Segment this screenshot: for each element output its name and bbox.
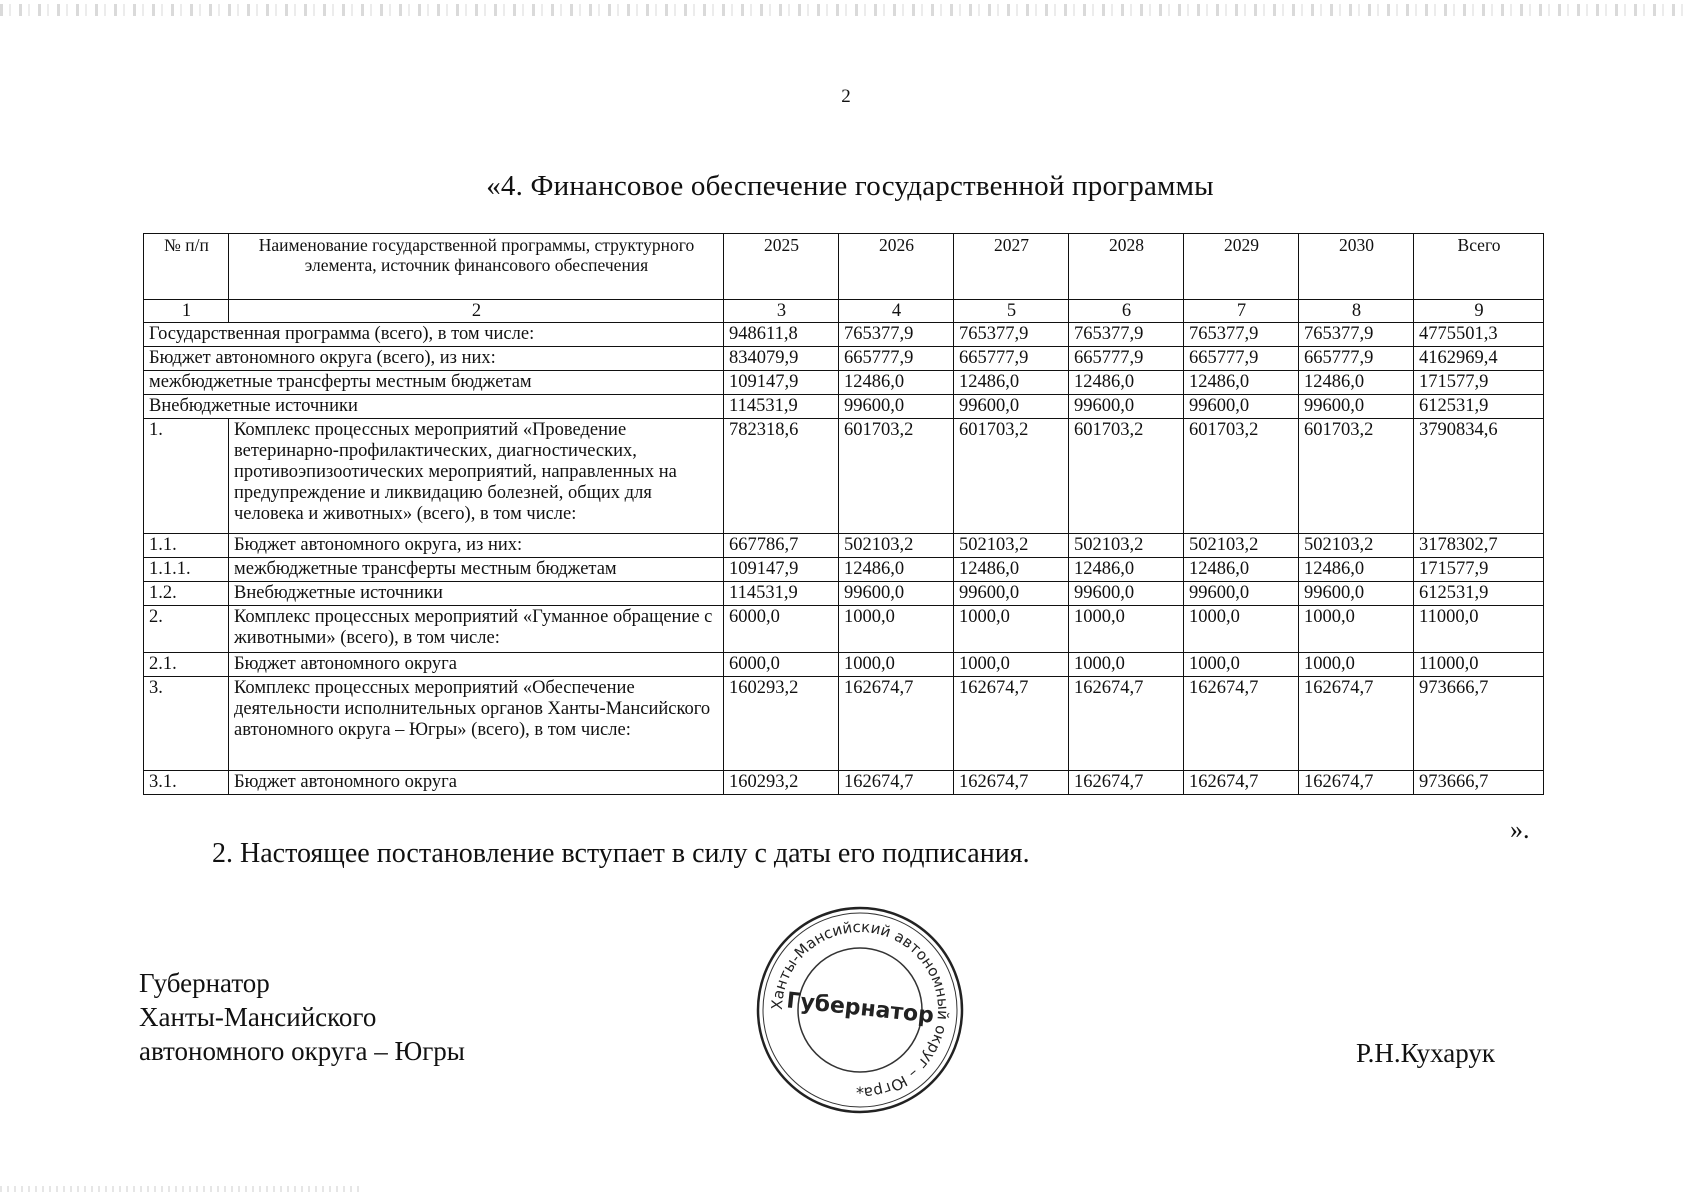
cell-total: 171577,9	[1414, 558, 1544, 582]
summary-label: межбюджетные трансферты местным бюджетам	[144, 371, 724, 395]
row-name: Комплекс процессных мероприятий «Проведение ветеринарно-профилактических, диагностических, противоэпизоотических мероприятий, направленных на предупреждение и ликвидацию болезней, общих для человека и животных» (всего), в том числе:	[229, 419, 724, 534]
cell-total: 171577,9	[1414, 371, 1544, 395]
seal-center-text: Губернатор	[785, 988, 936, 1029]
cell-total: 4162969,4	[1414, 347, 1544, 371]
cell-value: 665777,9	[1184, 347, 1299, 371]
cell-value: 12486,0	[1184, 371, 1299, 395]
cell-value: 601703,2	[954, 419, 1069, 534]
cell-value: 765377,9	[1184, 323, 1299, 347]
cell-value: 12486,0	[954, 371, 1069, 395]
cell-value: 162674,7	[1184, 677, 1299, 771]
cell-value: 1000,0	[1299, 606, 1414, 653]
cell-total: 973666,7	[1414, 771, 1544, 795]
column-number: 1	[144, 300, 229, 323]
row-name: межбюджетные трансферты местным бюджетам	[229, 558, 724, 582]
row-num: 1.	[144, 419, 229, 534]
cell-value: 6000,0	[724, 653, 839, 677]
signatory-title-line: Ханты-Мансийского	[139, 1002, 377, 1032]
page-number: 2	[841, 86, 851, 107]
scan-edge-bottom	[0, 1186, 360, 1192]
cell-total: 11000,0	[1414, 653, 1544, 677]
cell-value: 601703,2	[839, 419, 954, 534]
row-name: Бюджет автономного округа, из них:	[229, 534, 724, 558]
cell-total: 11000,0	[1414, 606, 1544, 653]
signatory-title-line: Губернатор	[139, 968, 270, 998]
cell-value: 99600,0	[1299, 582, 1414, 606]
cell-value: 114531,9	[724, 395, 839, 419]
cell-value: 12486,0	[839, 371, 954, 395]
cell-value: 1000,0	[954, 653, 1069, 677]
cell-value: 99600,0	[954, 582, 1069, 606]
cell-value: 601703,2	[1299, 419, 1414, 534]
cell-value: 12486,0	[839, 558, 954, 582]
cell-value: 12486,0	[1069, 371, 1184, 395]
column-number: 8	[1299, 300, 1414, 323]
cell-value: 109147,9	[724, 558, 839, 582]
column-number: 3	[724, 300, 839, 323]
cell-value: 502103,2	[954, 534, 1069, 558]
cell-value: 765377,9	[1069, 323, 1184, 347]
closing-quote: ».	[1510, 815, 1530, 844]
cell-value: 1000,0	[1184, 653, 1299, 677]
signatory-title-line: автономного округа – Югры	[139, 1036, 465, 1066]
row-name: Бюджет автономного округа	[229, 653, 724, 677]
cell-value: 765377,9	[839, 323, 954, 347]
summary-row	[144, 371, 1544, 395]
cell-value: 1000,0	[839, 606, 954, 653]
table-header-row	[144, 234, 1544, 300]
row-name: Бюджет автономного округа	[229, 771, 724, 795]
signature-block	[139, 966, 465, 1068]
cell-value: 1000,0	[1069, 653, 1184, 677]
row-num: 1.1.1.	[144, 558, 229, 582]
cell-value: 99600,0	[1184, 395, 1299, 419]
header-year: 2029	[1184, 234, 1299, 300]
header-total: Всего	[1414, 234, 1544, 300]
cell-value: 162674,7	[1069, 771, 1184, 795]
summary-row	[144, 347, 1544, 371]
cell-value: 99600,0	[1184, 582, 1299, 606]
cell-value: 99600,0	[1069, 395, 1184, 419]
cell-value: 12486,0	[1069, 558, 1184, 582]
table-row	[144, 419, 1544, 534]
cell-value: 162674,7	[1184, 771, 1299, 795]
column-number: 4	[839, 300, 954, 323]
cell-value: 502103,2	[839, 534, 954, 558]
header-year: 2027	[954, 234, 1069, 300]
column-number: 2	[229, 300, 724, 323]
cell-value: 162674,7	[839, 771, 954, 795]
cell-total: 3178302,7	[1414, 534, 1544, 558]
cell-value: 765377,9	[954, 323, 1069, 347]
row-num: 2.	[144, 606, 229, 653]
cell-value: 162674,7	[839, 677, 954, 771]
cell-value: 109147,9	[724, 371, 839, 395]
cell-value: 160293,2	[724, 771, 839, 795]
cell-value: 782318,6	[724, 419, 839, 534]
table-row	[144, 771, 1544, 795]
table-row	[144, 558, 1544, 582]
row-name: Комплекс процессных мероприятий «Обеспечение деятельности исполнительных органов Ханты-Мансийского автономного округа – Югры» (всего), в том числе:	[229, 677, 724, 771]
cell-value: 502103,2	[1069, 534, 1184, 558]
cell-value: 665777,9	[954, 347, 1069, 371]
cell-value: 834079,9	[724, 347, 839, 371]
cell-value: 12486,0	[954, 558, 1069, 582]
cell-value: 12486,0	[1299, 558, 1414, 582]
cell-value: 1000,0	[839, 653, 954, 677]
column-number: 5	[954, 300, 1069, 323]
column-number: 9	[1414, 300, 1544, 323]
cell-value: 765377,9	[1299, 323, 1414, 347]
cell-value: 99600,0	[839, 395, 954, 419]
cell-value: 601703,2	[1069, 419, 1184, 534]
cell-value: 665777,9	[1299, 347, 1414, 371]
cell-value: 665777,9	[839, 347, 954, 371]
seal-ring-text: Ханты-Мансийский автономный округ – Югра	[767, 917, 953, 1102]
cell-value: 6000,0	[724, 606, 839, 653]
cell-value: 12486,0	[1299, 371, 1414, 395]
header-year: 2030	[1299, 234, 1414, 300]
cell-value: 162674,7	[954, 771, 1069, 795]
cell-value: 99600,0	[839, 582, 954, 606]
cell-value: 162674,7	[1299, 677, 1414, 771]
table-row	[144, 606, 1544, 653]
cell-value: 114531,9	[724, 582, 839, 606]
cell-value: 1000,0	[1184, 606, 1299, 653]
row-num: 1.2.	[144, 582, 229, 606]
cell-value: 99600,0	[1299, 395, 1414, 419]
column-number: 6	[1069, 300, 1184, 323]
cell-value: 99600,0	[1069, 582, 1184, 606]
cell-total: 3790834,6	[1414, 419, 1544, 534]
row-num: 1.1.	[144, 534, 229, 558]
section-title: «4. Финансовое обеспечение государственной программы	[486, 170, 1214, 202]
cell-value: 162674,7	[1069, 677, 1184, 771]
cell-value: 502103,2	[1184, 534, 1299, 558]
table-row	[144, 534, 1544, 558]
table-row	[144, 653, 1544, 677]
cell-value: 1000,0	[954, 606, 1069, 653]
cell-value: 162674,7	[1299, 771, 1414, 795]
cell-value: 665777,9	[1069, 347, 1184, 371]
column-number: 7	[1184, 300, 1299, 323]
cell-value: 99600,0	[954, 395, 1069, 419]
table-row	[144, 582, 1544, 606]
cell-value: 1000,0	[1299, 653, 1414, 677]
cell-value: 160293,2	[724, 677, 839, 771]
official-seal	[755, 905, 965, 1115]
row-name: Комплекс процессных мероприятий «Гуманное обращение с животными» (всего), в том числе:	[229, 606, 724, 653]
summary-label: Внебюджетные источники	[144, 395, 724, 419]
row-num: 2.1.	[144, 653, 229, 677]
signer-name: Р.Н.Кухарук	[1356, 1038, 1496, 1068]
column-number-row	[144, 300, 1544, 323]
header-year: 2025	[724, 234, 839, 300]
cell-value: 12486,0	[1184, 558, 1299, 582]
header-year: 2028	[1069, 234, 1184, 300]
cell-total: 4775501,3	[1414, 323, 1544, 347]
summary-label: Бюджет автономного округа (всего), из них:	[144, 347, 724, 371]
cell-value: 1000,0	[1069, 606, 1184, 653]
cell-total: 973666,7	[1414, 677, 1544, 771]
header-num: № п/п	[144, 234, 229, 300]
seal-star: *	[856, 1083, 864, 1102]
row-num: 3.1.	[144, 771, 229, 795]
table-row	[144, 677, 1544, 771]
summary-row	[144, 395, 1544, 419]
header-name: Наименование государственной программы, структурного элемента, источник финансового обеспечения	[229, 234, 724, 300]
summary-row	[144, 323, 1544, 347]
cell-value: 601703,2	[1184, 419, 1299, 534]
header-year: 2026	[839, 234, 954, 300]
row-name: Внебюджетные источники	[229, 582, 724, 606]
cell-value: 948611,8	[724, 323, 839, 347]
row-num: 3.	[144, 677, 229, 771]
scan-edge-top	[0, 4, 1686, 16]
cell-value: 667786,7	[724, 534, 839, 558]
cell-value: 502103,2	[1299, 534, 1414, 558]
financing-table	[143, 233, 1544, 795]
cell-total: 612531,9	[1414, 582, 1544, 606]
summary-label: Государственная программа (всего), в том числе:	[144, 323, 724, 347]
cell-total: 612531,9	[1414, 395, 1544, 419]
effective-date-paragraph: 2. Настоящее постановление вступает в силу с даты его подписания.	[212, 838, 1030, 869]
cell-value: 162674,7	[954, 677, 1069, 771]
